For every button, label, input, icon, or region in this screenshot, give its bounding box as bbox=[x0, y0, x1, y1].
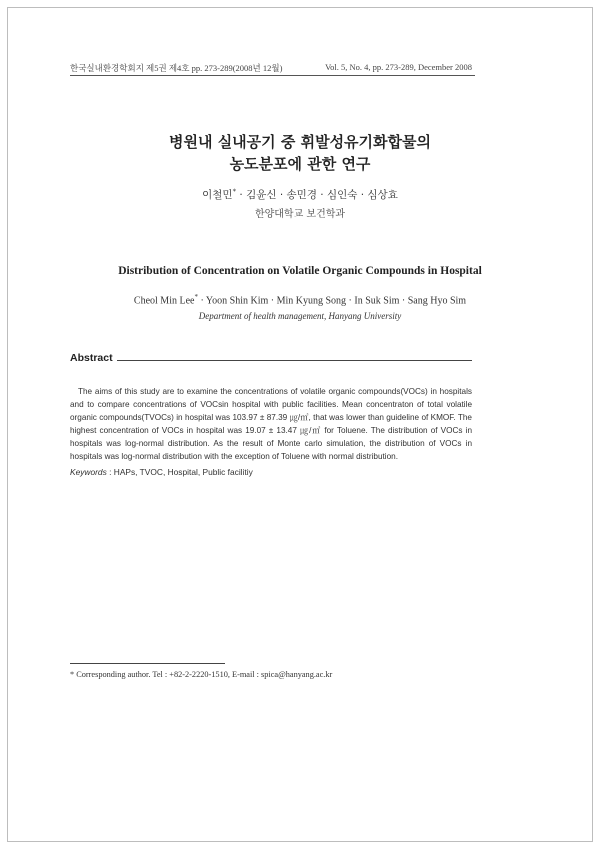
english-coauthors: · Yoon Shin Kim · Min Kyung Song · In Suk Sim · Sang Hyo Sim bbox=[197, 295, 467, 307]
footnote-rule bbox=[70, 663, 225, 664]
corresponding-author-mark: * bbox=[232, 187, 237, 196]
english-title: Distribution of Concentration on Volatile Organic Compounds in Hospital bbox=[118, 265, 482, 277]
keywords-label: Keywords bbox=[70, 467, 107, 477]
abstract-body: The aims of this study are to examine the concentrations of volatile organic compounds(VOCs) in hospitals and to compare concentrations of VOCsin hospital with public facilities. Mean concentraton of total volatile organic compounds(TVOCs) in hospital was 103.97 ± 87.39 ㎍/㎥, that was lower than guideline of KMOF. The highest concentration of VOCs in hospital was 19.07 ± 13.47 ㎍/㎥ for Toluene. The distribution of VOCs in hospitals was log-normal distribution. As the result of Monte carlo simulation, the distribution of VOCs in hospitals was log-normal distribution with the exception of Toluene with normal distribution. bbox=[70, 387, 472, 461]
korean-affiliation: 한양대학교 보건학과 bbox=[254, 209, 346, 220]
keywords-separator: : bbox=[106, 467, 114, 477]
english-authors bbox=[0, 293, 600, 306]
korean-coauthors: · 김윤신 · 송민경 · 심인숙 · 심상효 bbox=[236, 189, 398, 201]
abstract-heading: Abstract bbox=[70, 352, 113, 364]
header-rule bbox=[70, 75, 475, 76]
corresponding-author-mark: * bbox=[194, 293, 198, 301]
journal-header-english: Vol. 5, No. 4, pp. 273-289, December 2008 bbox=[325, 62, 472, 72]
corresponding-author-footnote: * Corresponding author. Tel : +82-2-2220-1510, E-mail : spica@hanyang.ac.kr bbox=[70, 670, 333, 679]
korean-first-author: 이철민 bbox=[202, 189, 233, 201]
english-affiliation: Department of health management, Hanyang University bbox=[198, 311, 402, 321]
journal-header-korean: 한국실내환경학회지 제5권 제4호 pp. 273-289(2008년 12월) bbox=[70, 63, 283, 73]
keywords-line bbox=[70, 467, 253, 477]
korean-title-line2: 농도분포에 관한 연구 bbox=[229, 155, 371, 173]
korean-title-line1: 병원내 실내공기 중 휘발성유기화합물의 bbox=[169, 133, 431, 151]
abstract-rule bbox=[117, 360, 472, 361]
korean-authors bbox=[0, 187, 600, 202]
english-first-author: Cheol Min Lee bbox=[133, 295, 195, 307]
keywords-value: HAPs, TVOC, Hospital, Public facilitiy bbox=[113, 467, 253, 477]
